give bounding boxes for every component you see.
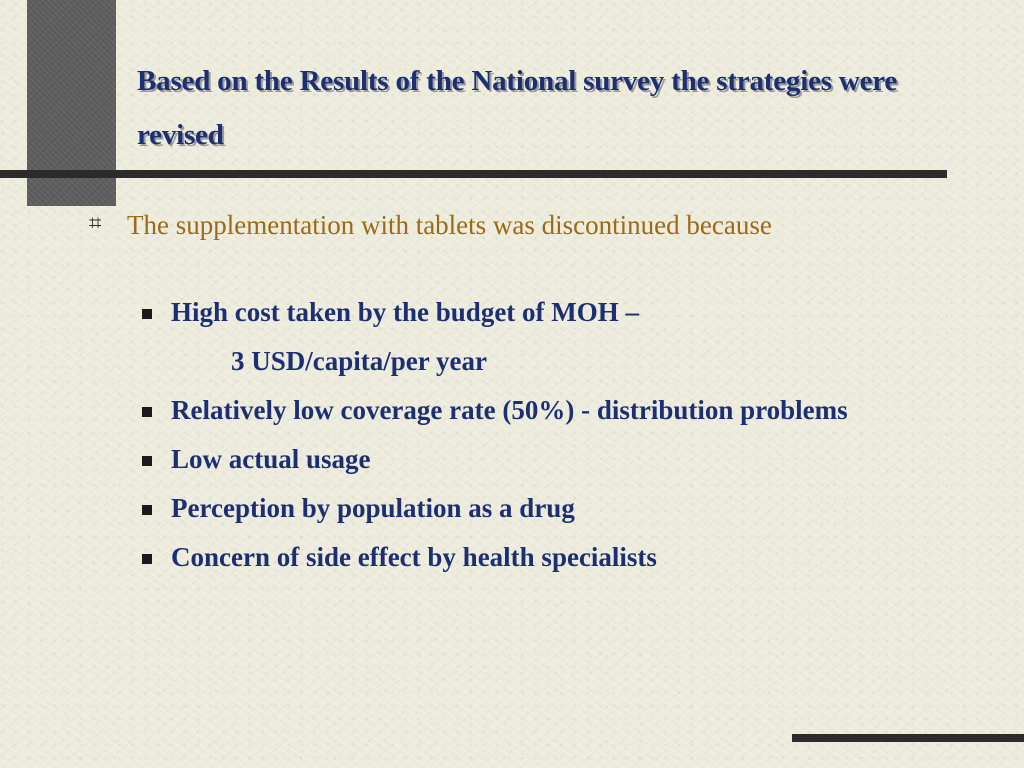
sub-bullet-text: Relatively low coverage rate (50%) - distribution problems bbox=[171, 395, 848, 425]
list-item bbox=[142, 488, 922, 528]
square-bullet-icon bbox=[142, 407, 152, 417]
square-bullet-icon bbox=[142, 309, 152, 319]
sub-bullet-continuation: 3 USD/capita/per year bbox=[231, 346, 487, 376]
square-bullet-icon bbox=[142, 505, 152, 515]
sub-bullet-text: Concern of side effect by health specialists bbox=[171, 542, 657, 572]
list-item bbox=[142, 537, 922, 577]
hash-bullet-icon: ⌗ bbox=[89, 211, 102, 236]
sub-bullet-text: Perception by population as a drug bbox=[171, 493, 575, 523]
sub-bullet-list bbox=[142, 292, 922, 577]
square-bullet-icon bbox=[142, 456, 152, 466]
sub-bullet-text: Low actual usage bbox=[171, 444, 371, 474]
list-item bbox=[142, 439, 922, 479]
slide-title: Based on the Results of the National survey the strategies were revised bbox=[137, 65, 898, 151]
sub-bullet-text: High cost taken by the budget of MOH – bbox=[171, 297, 640, 327]
main-bullet-text: The supplementation with tablets was discontinued because bbox=[127, 210, 772, 240]
list-item bbox=[142, 292, 922, 381]
list-item bbox=[142, 390, 922, 430]
square-bullet-icon bbox=[142, 554, 152, 564]
footer-rule bbox=[792, 734, 1024, 742]
title-divider-rule bbox=[0, 170, 947, 178]
